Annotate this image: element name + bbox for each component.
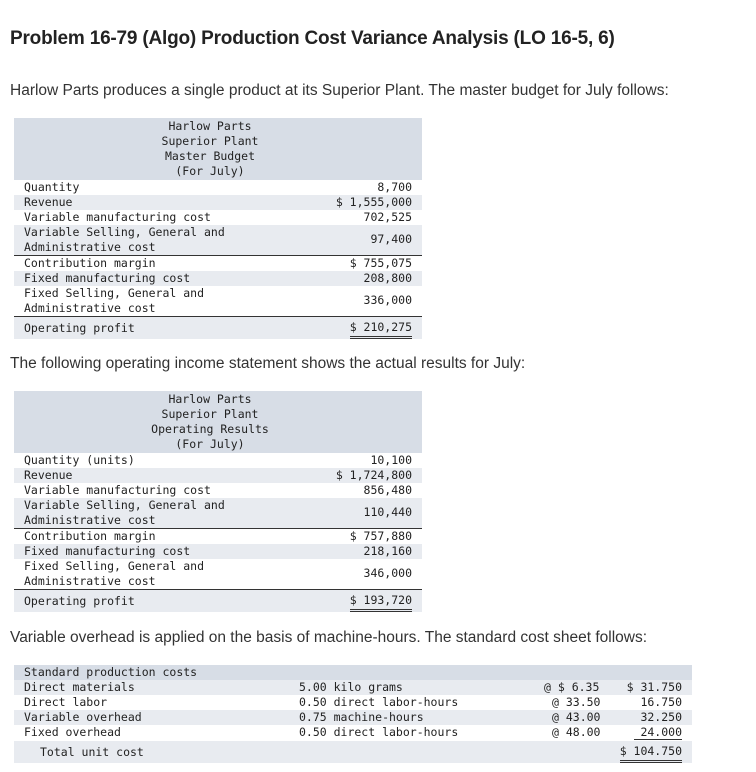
table-row: Revenue $ 1,555,000 — [14, 195, 422, 210]
page-title: Problem 16-79 (Algo) Production Cost Variance Analysis (LO 16-5, 6) — [10, 28, 615, 49]
table-row: Fixed manufacturing cost 218,160 — [14, 544, 422, 559]
table-row: Direct materials 5.00 kilo grams @ $ 6.35 $ 31.750 — [14, 680, 692, 695]
table-row: Contribution margin $ 755,075 — [14, 255, 422, 271]
table-row: Direct labor 0.50 direct labor-hours @ 33.50 16.750 — [24, 695, 682, 709]
table-row: Variable Selling, General and Administrative cost 110,440 — [14, 498, 422, 528]
actual-intro-text: The following operating income statement shows the actual results for July: — [10, 355, 526, 372]
table-row: Quantity (units) 10,100 — [24, 453, 412, 467]
table-row: Fixed overhead 0.50 direct labor-hours @ 48.00 24.000 — [24, 725, 682, 739]
table-row: Operating profit $ 193,720 — [14, 589, 422, 612]
table-row: Variable Selling, General and Administrative cost 97,400 — [14, 225, 422, 255]
table-row: Contribution margin $ 757,880 — [14, 528, 422, 544]
table-row: Fixed Selling, General and Administrative cost 346,000 — [24, 559, 412, 588]
table-row: Revenue $ 1,724,800 — [14, 468, 422, 483]
table-row: Variable manufacturing cost 856,480 — [24, 483, 412, 497]
standard-cost-header: Standard production costs — [14, 665, 692, 680]
overhead-intro-text: Variable overhead is applied on the basis of machine-hours. The standard cost sheet follows: — [10, 629, 648, 646]
operating-results-table — [14, 391, 422, 612]
table-row: Operating profit $ 210,275 — [14, 316, 422, 339]
table-row: Fixed Selling, General and Administrative cost 336,000 — [24, 286, 412, 315]
master-budget-table — [14, 118, 422, 339]
table-row: Quantity 8,700 — [24, 180, 412, 194]
table-row: Variable manufacturing cost 702,525 — [24, 210, 412, 224]
table-row: Total unit cost $ 104.750 — [14, 741, 692, 763]
table-row: Variable overhead 0.75 machine-hours @ 43.00 32.250 — [14, 710, 692, 725]
standard-cost-table — [14, 665, 692, 763]
master-budget-header: Harlow Parts Superior Plant Master Budget (For July) — [14, 118, 422, 180]
intro-text: Harlow Parts produces a single product at its Superior Plant. The master budget for July follows: — [10, 82, 669, 99]
operating-results-header: Harlow Parts Superior Plant Operating Results (For July) — [14, 391, 422, 453]
table-row: Fixed manufacturing cost 208,800 — [14, 271, 422, 286]
